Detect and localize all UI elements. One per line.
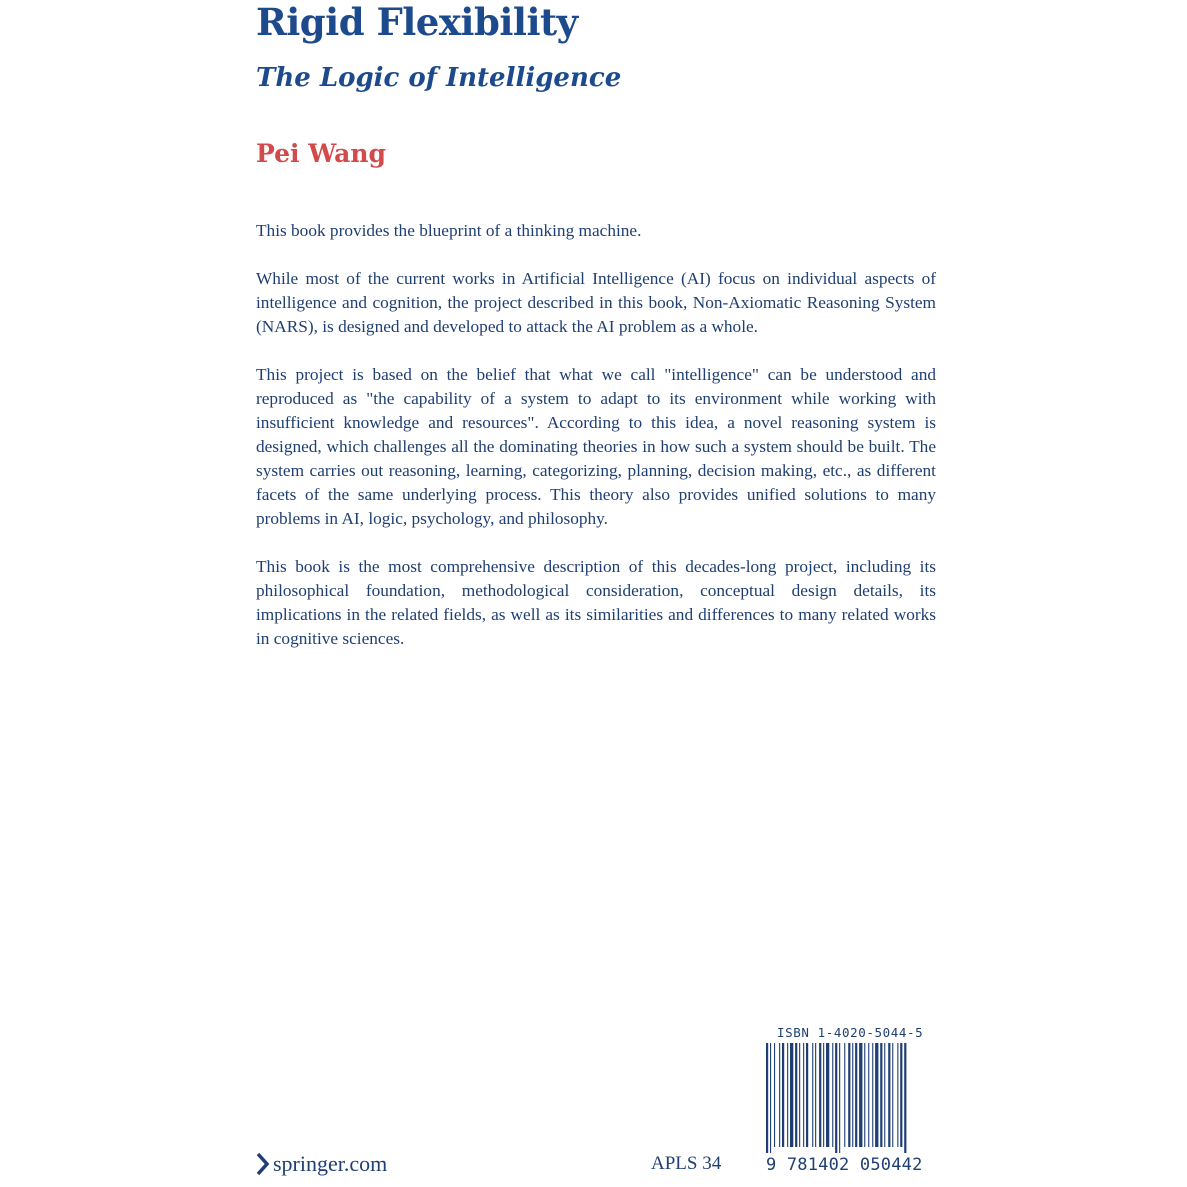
book-title: Rigid Flexibility [256,0,578,44]
blurb [256,219,936,675]
blurb-paragraph-2: While most of the current works in Artificial Intelligence (AI) focus on individual aspects of intelligence and cognition, the project described in this book, Non-Axiomatic Reasoning System (NARS), is designed and developed to attack the AI problem as a whole. [256,269,936,336]
publisher-link[interactable] [256,1150,387,1178]
barcode-icon [766,1043,930,1153]
chevron-right-icon [256,1152,270,1176]
isbn-label: ISBN 1-4020-5044-5 [777,1025,924,1040]
book-author: Pei Wang [256,139,386,168]
blurb-paragraph-4: This book is the most comprehensive description of this decades-long project, including its philosophical foundation, methodological consideration, conceptual design details, its implications in the related fields, as well as its similarities and differences to many related works in cognitive sciences. [256,557,936,648]
barcode-digits: 9 781402 050442 [766,1155,923,1175]
blurb-paragraph-3: This project is based on the belief that what we call "intelligence" can be understood and reproduced as "the capability of a system to adapt to its environment while working with insufficient knowledge and resources". According to this idea, a novel reasoning system is designed, which challenges all the dominating theories in how such a system should be built. The system carries out reasoning, learning, categorizing, planning, decision making, etc., as different facets of the same underlying process. This theory also provides unified solutions to many problems in AI, logic, psychology, and philosophy. [256,365,936,528]
series-code: APLS 34 [651,1153,722,1174]
publisher-url: springer.com [273,1151,388,1176]
isbn-block [766,1025,936,1177]
book-subtitle: The Logic of Intelligence [256,63,622,93]
blurb-paragraph-1: This book provides the blueprint of a thinking machine. [256,221,642,240]
